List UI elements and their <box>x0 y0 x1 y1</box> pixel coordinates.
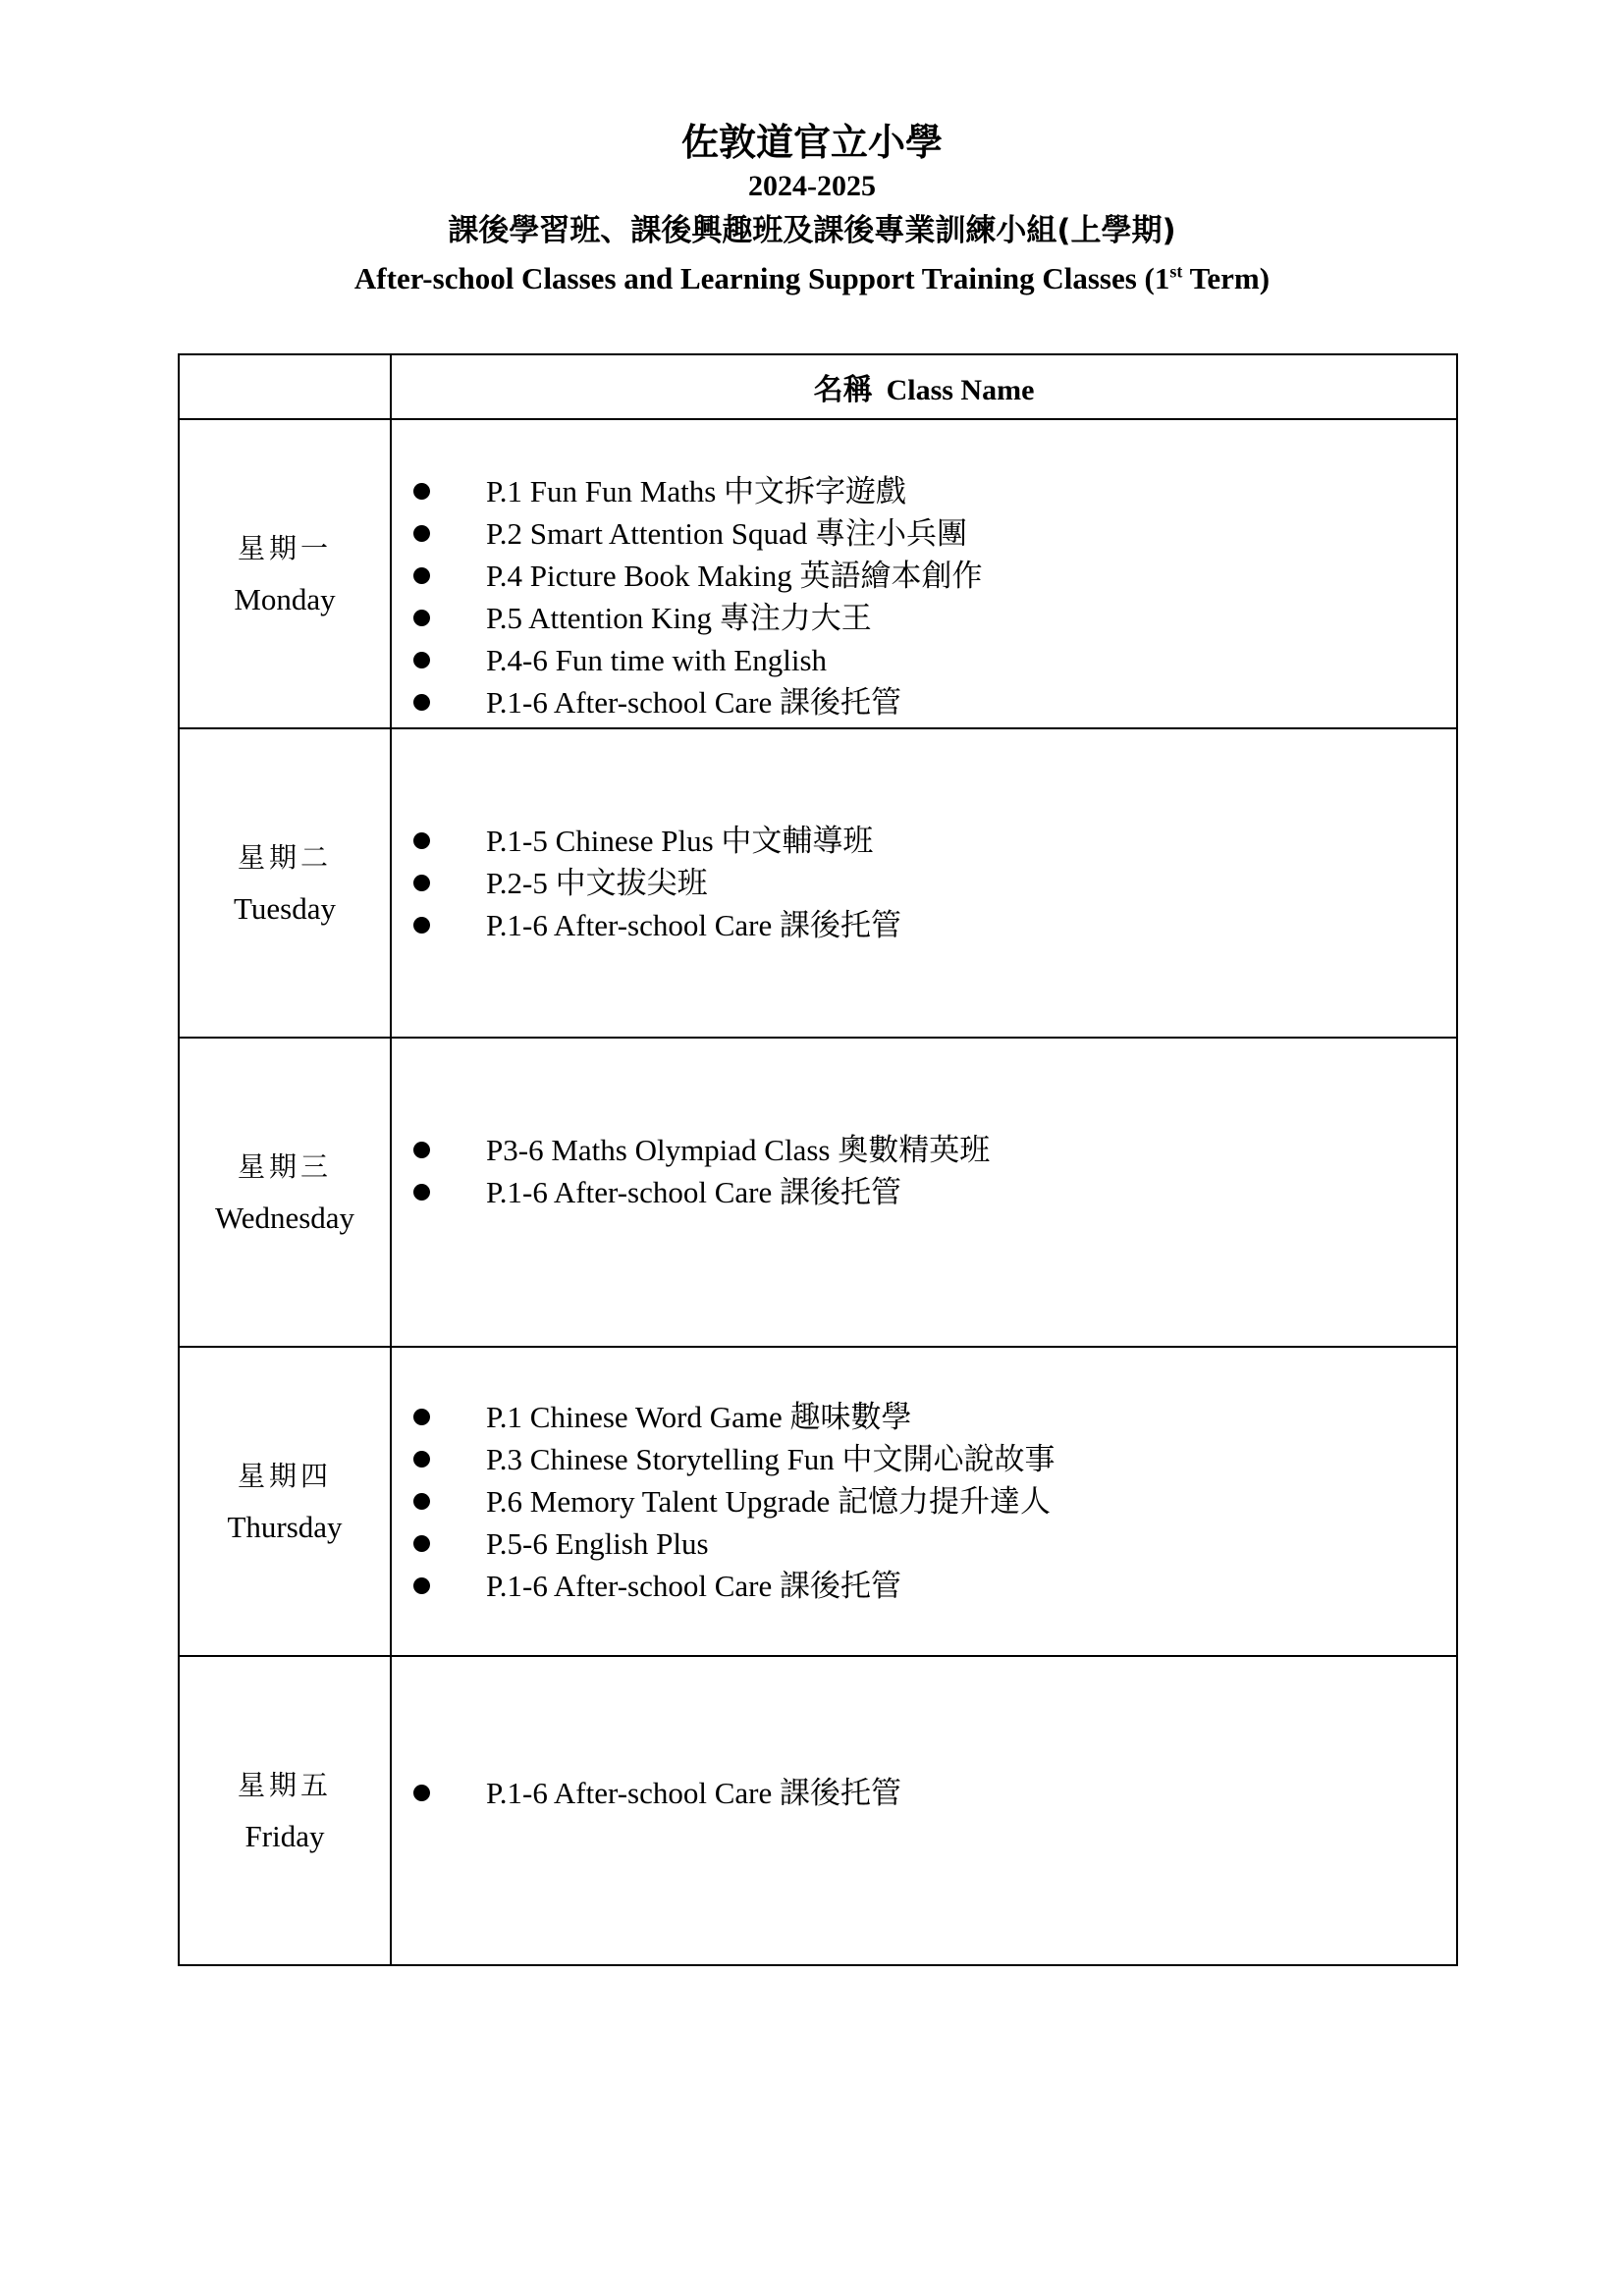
list-item: P.2 Smart Attention Squad 專注小兵團 <box>411 512 1456 555</box>
classes-cell-wednesday <box>391 1038 1457 1347</box>
schedule-table <box>178 353 1458 1966</box>
day-cell-monday <box>179 419 391 728</box>
day-name-zh: 星期二 <box>237 840 332 874</box>
list-item: P.3 Chinese Storytelling Fun 中文開心說故事 <box>411 1438 1456 1480</box>
bullet-icon <box>413 1142 430 1158</box>
classes-cell-monday <box>391 419 1457 728</box>
school-name: 佐敦道官立小學 <box>680 121 943 164</box>
title-chinese: 課後學習班、課後興趣班及課後專業訓練小組(上學期) <box>448 213 1176 248</box>
class-list-friday <box>392 1657 1456 1814</box>
table-header-row <box>179 354 1457 419</box>
class-list-wednesday <box>392 1039 1456 1213</box>
bullet-icon <box>413 652 430 668</box>
day-name-en: Monday <box>234 581 336 616</box>
class-list-thursday <box>392 1396 1456 1607</box>
bullet-icon <box>413 694 430 711</box>
list-item: P.1 Fun Fun Maths 中文拆字遊戲 <box>411 470 1456 512</box>
list-item: P.4 Picture Book Making 英語繪本創作 <box>411 555 1456 597</box>
bullet-icon <box>413 1451 430 1468</box>
classes-cell-friday <box>391 1656 1457 1965</box>
class-name-header-en: Class Name <box>886 374 1035 406</box>
classes-cell-tuesday <box>391 728 1457 1038</box>
list-item: P.2-5 中文拔尖班 <box>411 862 1456 904</box>
list-item: P.5-6 English Plus <box>411 1522 1456 1565</box>
table-row-tuesday <box>179 728 1457 1038</box>
title-english-main: After-school Classes and Learning Support Training Classes (1 <box>353 261 1170 295</box>
bullet-icon <box>413 525 430 542</box>
document-header <box>0 118 1624 302</box>
day-name-zh: 星期三 <box>237 1149 332 1183</box>
day-name-zh: 星期一 <box>237 531 332 564</box>
classes-cell-thursday <box>391 1347 1457 1656</box>
day-name-en: Tuesday <box>234 890 336 926</box>
academic-year: 2024-2025 <box>748 170 876 202</box>
bullet-icon <box>413 567 430 584</box>
list-item: P.1-6 After-school Care 課後托管 <box>411 1772 1456 1814</box>
list-item: P.4-6 Fun time with English <box>411 639 1456 681</box>
list-item: P.1-5 Chinese Plus 中文輔導班 <box>411 820 1456 862</box>
class-list-monday <box>392 425 1456 723</box>
day-header-cell <box>179 354 391 419</box>
bullet-icon <box>413 610 430 626</box>
title-english <box>0 255 1624 302</box>
list-item: P.1-6 After-school Care 課後托管 <box>411 681 1456 723</box>
day-cell-wednesday <box>179 1038 391 1347</box>
list-item: P3-6 Maths Olympiad Class 奧數精英班 <box>411 1129 1456 1171</box>
table-row-friday <box>179 1656 1457 1965</box>
list-item: P.1-6 After-school Care 課後托管 <box>411 1171 1456 1213</box>
day-name-en: Friday <box>244 1818 325 1853</box>
bullet-icon <box>413 1577 430 1594</box>
list-item: P.5 Attention King 專注力大王 <box>411 597 1456 639</box>
title-english-end: Term) <box>1182 261 1271 295</box>
day-cell-friday <box>179 1656 391 1965</box>
list-item: P.1 Chinese Word Game 趣味數學 <box>411 1396 1456 1438</box>
bullet-icon <box>413 483 430 500</box>
bullet-icon <box>413 875 430 891</box>
bullet-icon <box>413 1493 430 1510</box>
class-name-header-zh: 名稱 <box>813 373 873 407</box>
class-list-tuesday <box>392 820 1456 946</box>
bullet-icon <box>413 1785 430 1801</box>
day-name-en: Thursday <box>227 1509 343 1544</box>
day-cell-thursday <box>179 1347 391 1656</box>
day-name-zh: 星期五 <box>237 1768 332 1801</box>
list-item: P.1-6 After-school Care 課後托管 <box>411 904 1456 946</box>
list-item: P.6 Memory Talent Upgrade 記憶力提升達人 <box>411 1480 1456 1522</box>
bullet-icon <box>413 1409 430 1425</box>
bullet-icon <box>413 832 430 849</box>
class-name-header <box>391 354 1457 419</box>
day-name-en: Wednesday <box>214 1200 355 1235</box>
table-row-wednesday <box>179 1038 1457 1347</box>
list-item: P.1-6 After-school Care 課後托管 <box>411 1565 1456 1607</box>
day-cell-tuesday <box>179 728 391 1038</box>
title-english-ordinal: st <box>1169 261 1183 282</box>
bullet-icon <box>413 917 430 934</box>
table-row-monday <box>179 419 1457 728</box>
bullet-icon <box>413 1535 430 1552</box>
day-name-zh: 星期四 <box>237 1459 332 1492</box>
table-row-thursday <box>179 1347 1457 1656</box>
bullet-icon <box>413 1184 430 1201</box>
